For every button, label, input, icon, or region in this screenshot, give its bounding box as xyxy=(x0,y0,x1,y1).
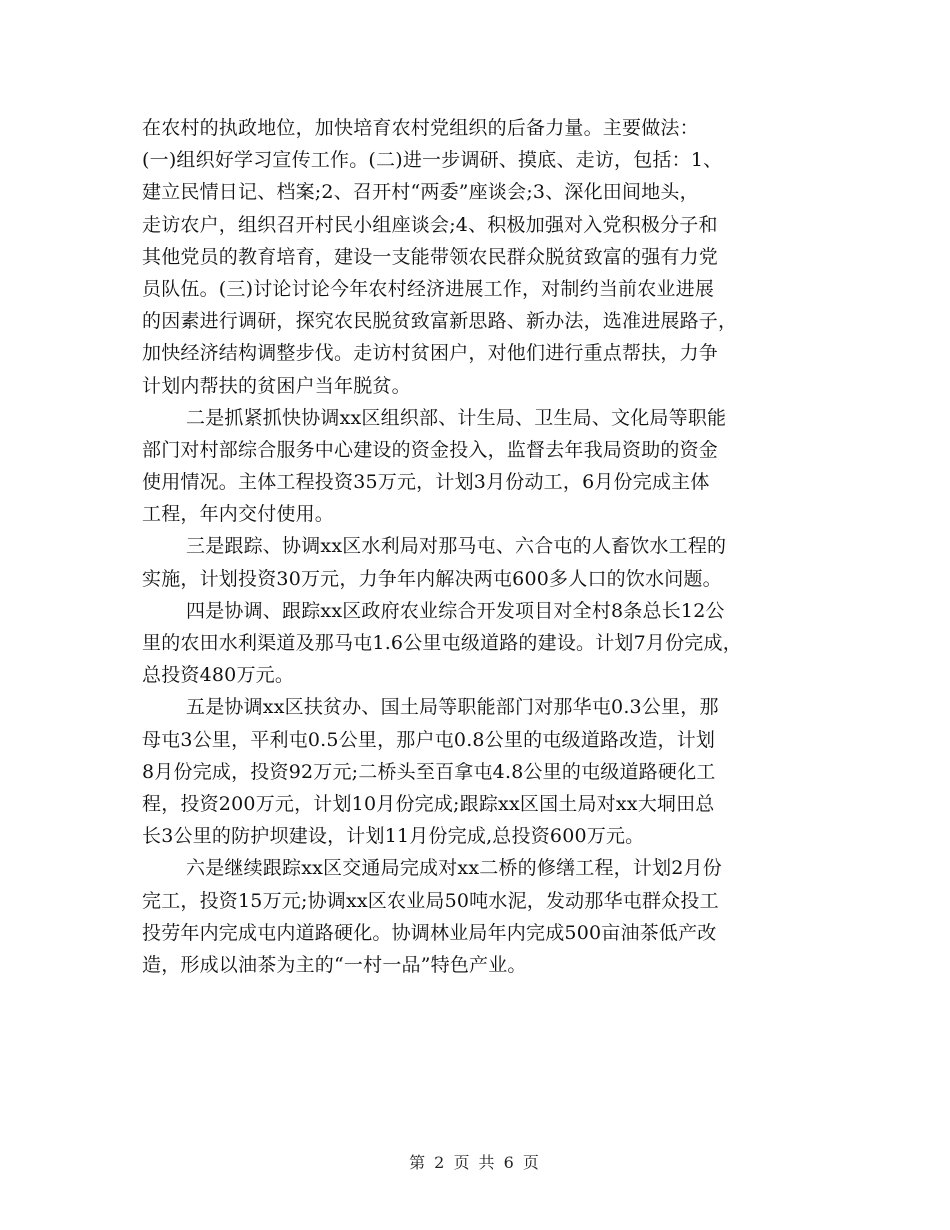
text-line: 8月份完成，投资92万元;二桥头至百拿屯4.8公里的屯级道路硬化工 xyxy=(142,760,716,783)
text-line: 建立民情日记、档案;2、召开村“两委”座谈会;3、深化田间地头， xyxy=(142,181,699,204)
text-line: 员队伍。(三)讨论讨论今年农村经济进展工作，对制约当前农业进展 xyxy=(142,277,715,300)
text-line: 工程，年内交付使用。 xyxy=(142,503,335,526)
text-line: 加快经济结构调整步伐。走访村贫困户，对他们进行重点帮扶，力争 xyxy=(142,342,719,365)
text-line: 部门对村部综合服务中心建设的资金投入，监督去年我局资助的资金 xyxy=(142,438,719,461)
text-line: 投劳年内完成屯内道路硬化。协调林业局年内完成500亩油茶低产改 xyxy=(142,921,717,944)
paragraph-start-line: 三是跟踪、协调xx区水利局对那马屯、六合屯的人畜饮水工程的 xyxy=(186,535,727,558)
text-line: 造，形成以油茶为主的“一村一品”特色产业。 xyxy=(142,953,527,976)
text-line: 使用情况。主体工程投资35万元，计划3月份动工，6月份完成主体 xyxy=(142,471,710,494)
text-line: 的因素进行调研，探究农民脱贫致富新思路、新办法，选准进展路子， xyxy=(142,310,738,333)
text-line: 实施，计划投资30万元，力争年内解决两屯600多人口的饮水问题。 xyxy=(142,567,722,590)
body-text xyxy=(142,112,832,981)
text-line: 在农村的执政地位，加快培育农村党组织的后备力量。主要做法： xyxy=(142,117,699,139)
paragraph-start-line: 六是继续跟踪xx区交通局完成对xx二桥的修缮工程，计划2月份 xyxy=(186,857,722,880)
text-line: 母屯3公里，平利屯0.5公里，那户屯0.8公里的屯级道路改造，计划 xyxy=(142,728,716,751)
paragraph-start-line: 五是协调xx区扶贫办、国土局等职能部门对那华屯0.3公里，那 xyxy=(186,696,719,719)
text-line: (一)组织好学习宣传工作。(二)进一步调研、摸底、走访，包括：1、 xyxy=(142,149,723,172)
text-line: 程，投资200万元，计划10月份完成;跟踪xx区国土局对xx大垌田总 xyxy=(142,792,715,815)
text-line: 其他党员的教育培育，建设一支能带领农民群众脱贫致富的强有力党 xyxy=(142,245,719,268)
text-line: 里的农田水利渠道及那马屯1.6公里屯级道路的建设。计划7月份完成， xyxy=(142,632,742,654)
text-line: 走访农户，组织召开村民小组座谈会;4、积极加强对入党积极分子和 xyxy=(142,213,718,236)
text-line: 计划内帮扶的贫困户当年脱贫。 xyxy=(142,374,411,397)
text-line: 完工，投资15万元;协调xx区农业局50吨水泥，发动那华屯群众投工 xyxy=(142,889,719,912)
text-line: 总投资480万元。 xyxy=(142,664,295,687)
text-line: 长3公里的防护坝建设，计划11月份完成,总投资600万元。 xyxy=(142,825,645,848)
paragraph-start-line: 四是协调、跟踪xx区政府农业综合开发项目对全村8条总长12公 xyxy=(186,599,725,622)
paragraph-start-line: 二是抓紧抓快协调xx区组织部、计生局、卫生局、文化局等职能 xyxy=(186,406,727,429)
page-footer: 第 2 页 共 6 页 xyxy=(409,1153,541,1172)
